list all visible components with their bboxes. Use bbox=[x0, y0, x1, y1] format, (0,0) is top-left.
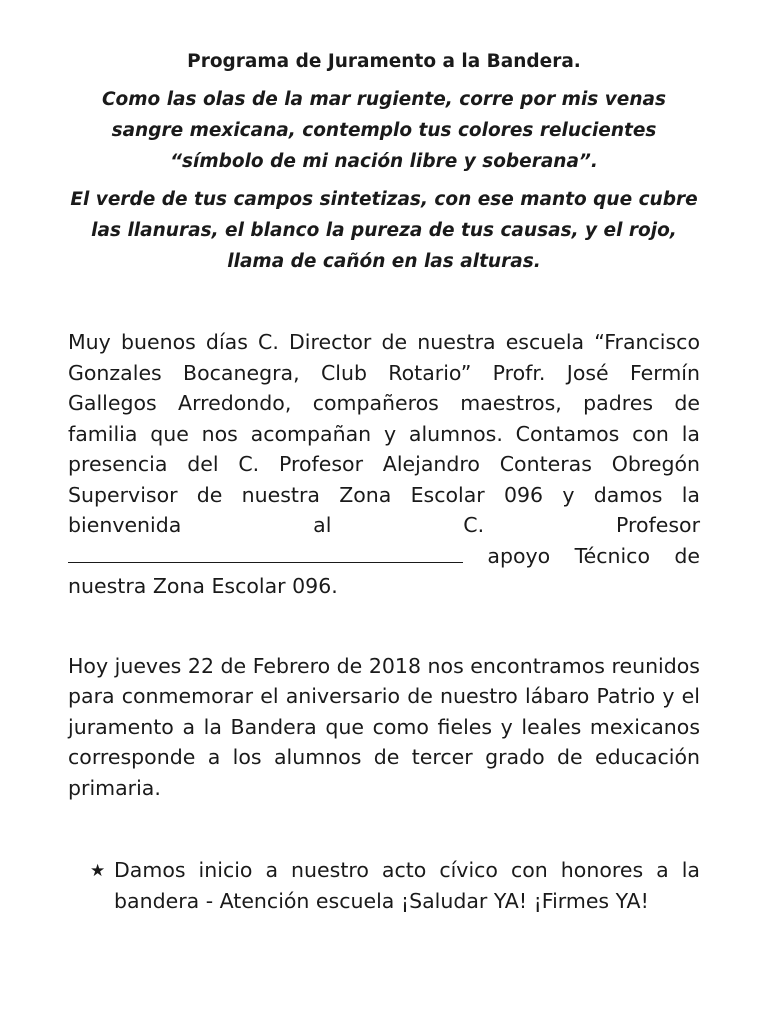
program-item-honores: Damos inicio a nuestro acto cívico con honores a la bandera - Atención escuela ¡Saludar YA! ¡Firmes YA! bbox=[114, 858, 700, 913]
star-icon: ★ bbox=[90, 861, 106, 881]
welcome-paragraph bbox=[68, 327, 700, 602]
welcome-text: Muy buenos días C. Director de nuestra escuela “Francisco Gonzales Bocanegra, Club Rotario” Profr. José Fermín Gallegos Arredondo, compañeros maestros, padres de familia que nos acompañan y alumnos. Contamos con la presencia del C. Profesor Alejandro Conteras Obregón Supervisor de nuestra Zona Escolar 096 y damos la bienvenida al C. Profesor bbox=[68, 330, 700, 537]
welcome-text-end: apoyo Técnico de nuestra Zona Escolar 096. bbox=[68, 543, 700, 598]
verse-stanza-2: El verde de tus campos sintetizas, con ese manto que cubre las llanuras, el blanco la pureza de tus causas, y el rojo, llama de cañón en las alturas. bbox=[70, 189, 698, 272]
occasion-paragraph: Hoy jueves 22 de Febrero de 2018 nos encontramos reunidos para conmemorar el aniversario de nuestro lábaro Patrio y el juramento a la Bandera que como fieles y leales mexicanos corresponde a los alumnos de tercer grado de educación primaria. bbox=[68, 653, 700, 800]
document-page bbox=[68, 48, 700, 917]
name-blank-line bbox=[68, 544, 463, 563]
verse-stanza-1: Como las olas de la mar rugiente, corre por mis venas sangre mexicana, contemplo tus colores relucientes “símbolo de mi nación libre y soberana”. bbox=[101, 89, 667, 172]
program-list bbox=[68, 855, 700, 917]
document-title: Programa de Juramento a la Bandera. bbox=[187, 51, 581, 72]
